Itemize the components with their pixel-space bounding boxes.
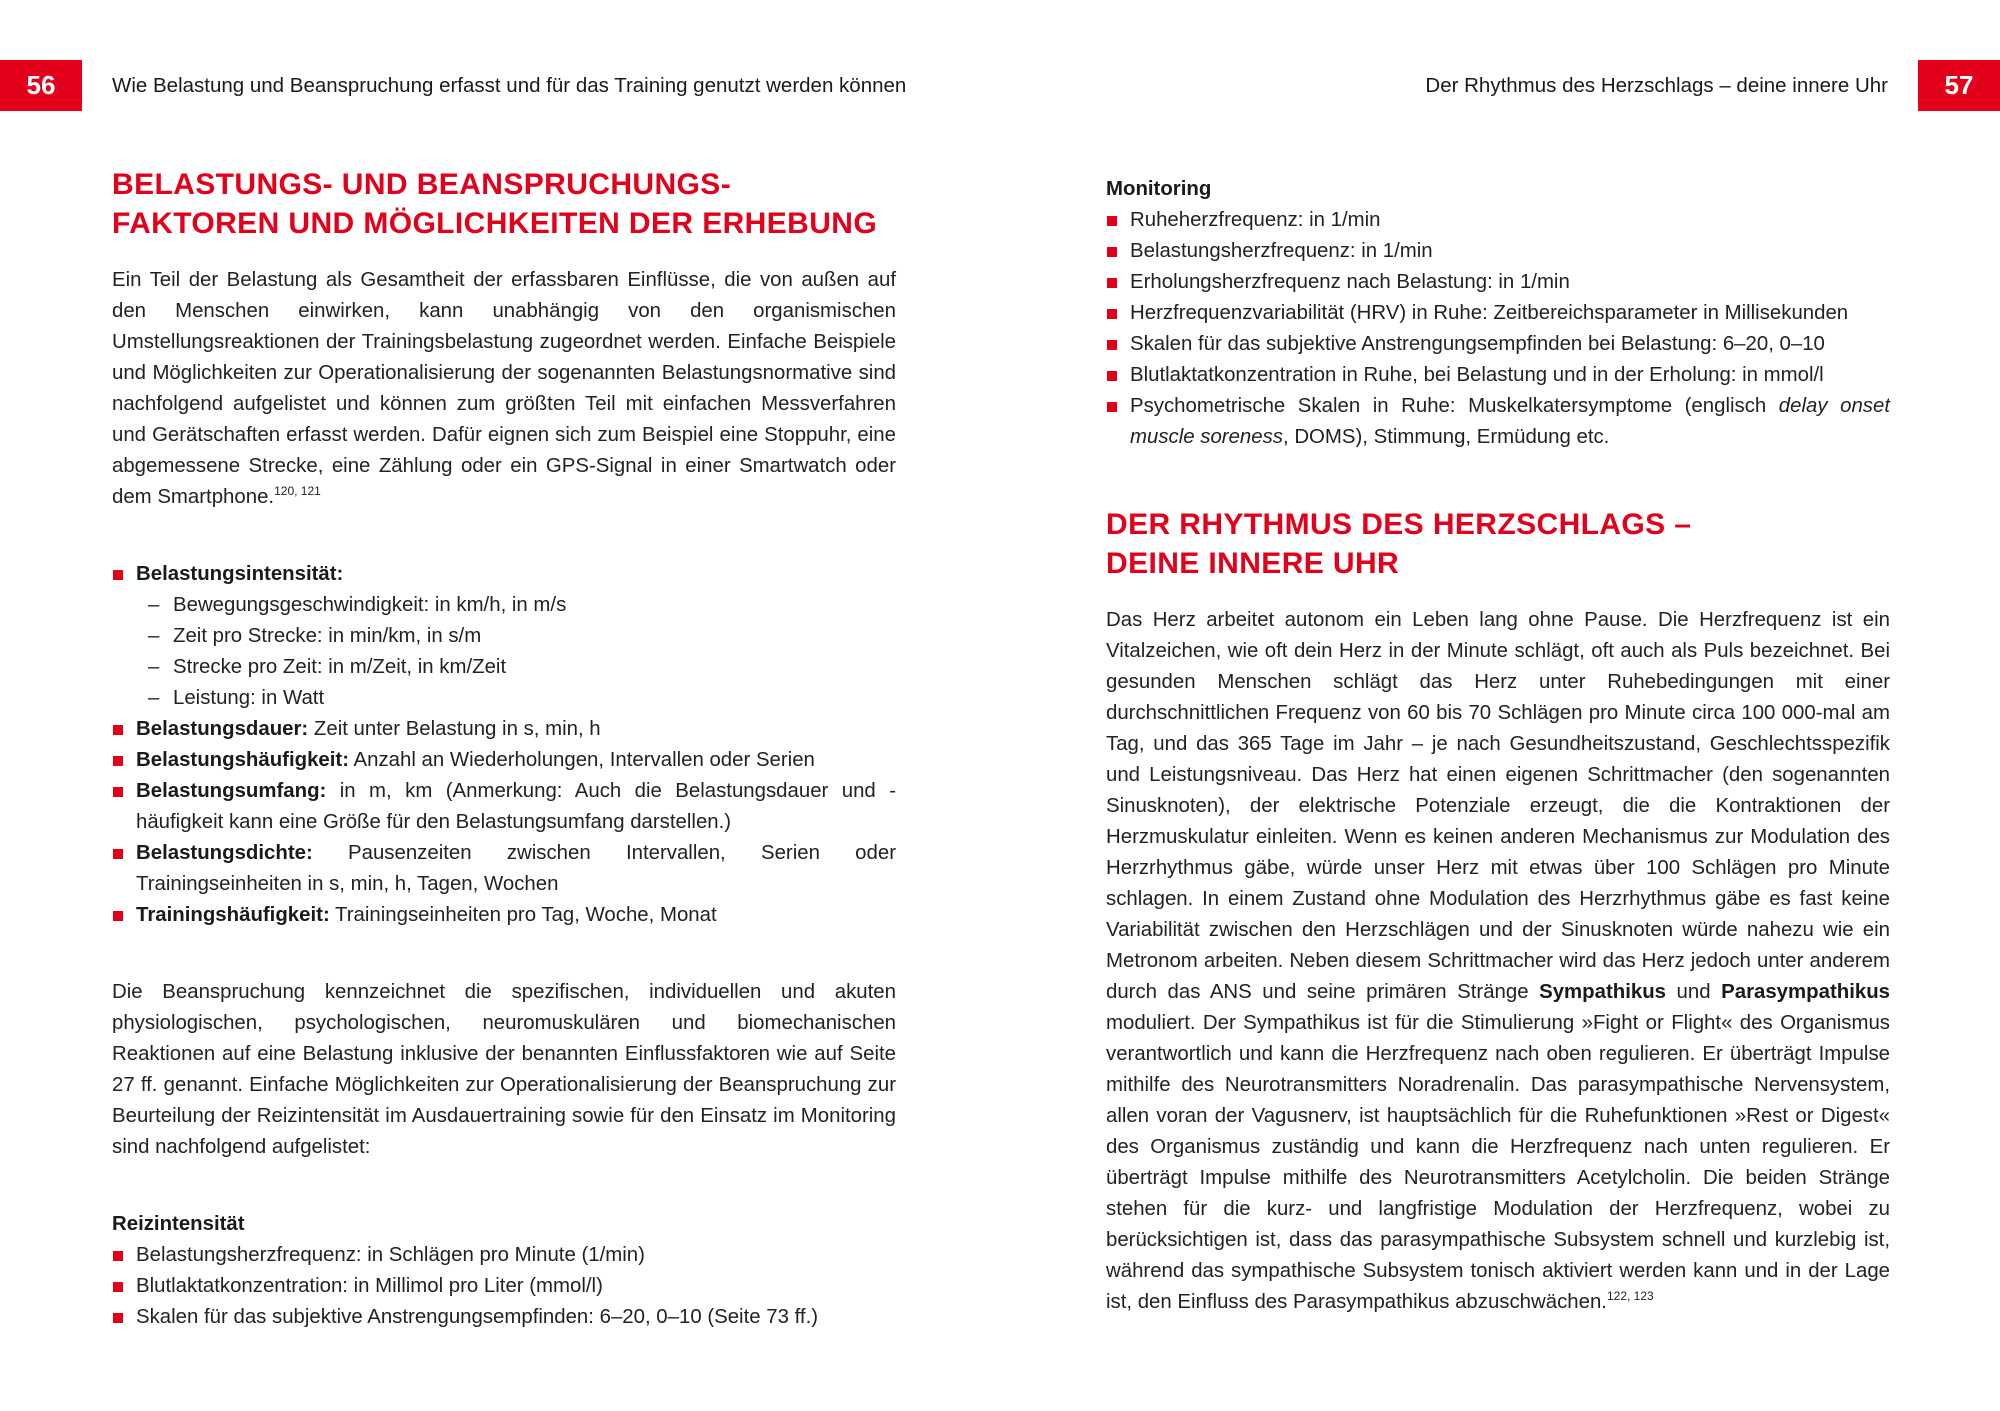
right-page-column xyxy=(1106,174,1890,1318)
running-title-right: Der Rhythmus des Herzschlags – deine innere Uhr xyxy=(1425,74,1888,97)
page-number-left: 56 xyxy=(0,60,82,111)
herz-body-paragraph: Das Herz arbeitet autonom ein Leben lang ohne Pause. Die Herzfrequenz ist ein Vitalzeichen, wie oft dein Herz in der Minute schlägt, oft auch als Puls bezeichnet. Bei gesunden Menschen schlägt das Herz unter Ruhebedingungen mit einer durchschnittlichen Frequenz von 60 bis 70 Schlägen pro Minute circa 100 000-mal am Tag, und das 365 Tage im Jahr – je nach Gesundheitszustand, Geschlechtsspezifik und Leistungsniveau. Das Herz hat einen eigenen Schrittmacher (den sogenannten Sinusknoten), der elektrische Potenziale erzeugt, die die Kontraktionen der Herzmuskulatur einleiten. Wenn es keinen anderen Mechanismus zur Modulation des Herzrhythmus gäbe, würde unser Herz mit etwas über 100 Schlägen pro Minute schlagen. In einem Zustand ohne Modulation des Herzrhythmus gäbe es fast keine Variabilität zwischen den Herzschlägen und der Sinusknoten würde nahezu wie ein Metronom arbeiten. Neben diesem Schrittmacher wird das Herz jedoch unter anderem durch das ANS und seine primären Stränge Sympathikus und Parasympathikus moduliert. Der Sympathikus ist für die Stimulierung »Fight or Flight« des Organismus verantwortlich und kann die Herzfrequenz nach oben regulieren. Er überträgt Impulse mithilfe des Neurotransmitters Noradrenalin. Das parasympathische Nervensystem, allen voran der Vagusnerv, ist hauptsächlich für die Ruhefunktionen »Rest or Digest« des Organismus zuständig und kann die Herzfrequenz nach unten regulieren. Er überträgt Impulse mithilfe des Neurotransmitters Acetylcholin. Die beiden Stränge stehen für die kurz- und langfristige Modulation der Herzfrequenz, wobei zu berücksichtigen ist, dass das parasympathische Subsystem schnell und kurzlebig ist, während das sympathische Subsystem tonisch aktiviert werden kann und in der Lage ist, den Einfluss des Parasympathikus abzuschwächen.$^{122, 123}$ xyxy=(1106,609,1890,1313)
list-item: Ruheherzfrequenz: in 1/min xyxy=(1106,205,1890,236)
list-item: Belastungsdichte: Pausenzeiten zwischen Intervallen, Serien oder Trainingseinheiten in s, min, h, Tagen, Wochen xyxy=(112,838,896,900)
intensity-sublist xyxy=(136,590,896,714)
running-title-left: Wie Belastung und Beanspruchung erfasst und für das Training genutzt werden können xyxy=(112,74,907,97)
list-item: Belastungsdauer: Zeit unter Belastung in s, min, h xyxy=(112,714,896,745)
footnote-refs: 120, 121 xyxy=(274,484,321,499)
list-item: Erholungsherzfrequenz nach Belastung: in 1/min xyxy=(1106,267,1890,298)
section-heading-belastung xyxy=(112,165,896,243)
heading-line: FAKTOREN UND MÖGLICHKEITEN DER ERHEBUNG xyxy=(112,207,878,240)
list-item: Psychometrische Skalen in Ruhe: Muskelkatersymptome (englisch delay onset muscle soreness, DOMS), Stimmung, Ermüdung etc. xyxy=(1106,391,1890,453)
list-item: Blutlaktatkonzentration: in Millimol pro Liter (mmol/l) xyxy=(112,1271,896,1302)
reizintensitaet-heading: Reizintensität xyxy=(112,1213,245,1235)
sublist-item: – Leistung: in Watt xyxy=(148,683,896,714)
list-item: Belastungsumfang: in m, km (Anmerkung: Auch die Belastungsdauer und -häufigkeit kann eine Größe für den Belastungsumfang darstellen.) xyxy=(112,776,896,838)
list-item: Herzfrequenzvariabilität (HRV) in Ruhe: Zeitbereichsparameter in Millisekunden xyxy=(1106,298,1890,329)
footnote-refs: 122, 123 xyxy=(1606,1289,1654,1304)
list-item: Blutlaktatkonzentration in Ruhe, bei Belastung und in der Erholung: in mmol/l xyxy=(1106,360,1890,391)
list-item: Trainingshäufigkeit: Trainingseinheiten pro Tag, Woche, Monat xyxy=(112,900,896,931)
monitoring-heading: Monitoring xyxy=(1106,178,1212,200)
sublist-item: – Zeit pro Strecke: in min/km, in s/m xyxy=(148,621,896,652)
list-item: Belastungsherzfrequenz: in 1/min xyxy=(1106,236,1890,267)
heading-line: DER RHYTHMUS DES HERZSCHLAGS – xyxy=(1106,508,1692,541)
reizintensitaet-list xyxy=(112,1240,896,1333)
list-item: Belastungshäufigkeit: Anzahl an Wiederholungen, Intervallen oder Serien xyxy=(112,745,896,776)
left-page-column xyxy=(112,165,896,1333)
load-factors-list xyxy=(112,559,896,931)
beanspruchung-paragraph: Die Beanspruchung kennzeichnet die spezifischen, individuellen und akuten physiologischen, psychologischen, neuromuskulären und biomechanischen Reaktionen auf eine Belastung inklusive der benannten Einflussfaktoren wie auf Seite 27 ff. genannt. Einfache Möglichkeiten zur Operationalisierung der Beanspruchung zur Beurteilung der Reizintensität im Ausdauertraining sowie für den Einsatz im Monitoring sind nachfolgend aufgelistet: xyxy=(112,981,896,1158)
heading-line: BELASTUNGS- UND BEANSPRUCHUNGS- xyxy=(112,168,732,201)
sublist-item: – Bewegungsgeschwindigkeit: in km/h, in m/s xyxy=(148,590,896,621)
section-heading-herzschlag xyxy=(1106,505,1890,583)
list-item: Belastungsherzfrequenz: in Schlägen pro Minute (1/min) xyxy=(112,1240,896,1271)
list-item: Skalen für das subjektive Anstrengungsempfinden bei Belastung: 6–20, 0–10 xyxy=(1106,329,1890,360)
page-number-right: 57 xyxy=(1918,60,2000,111)
list-item: Skalen für das subjektive Anstrengungsempfinden: 6–20, 0–10 (Seite 73 ff.) xyxy=(112,1302,896,1333)
list-item: Belastungsintensität: – Bewegungsgeschwindigkeit: in km/h, in m/s – Zeit pro Strecke: in min/km, in s/m – Strecke pro Zeit: in m/Zeit, in km/Zeit – Leistung: in Watt xyxy=(112,559,896,714)
heading-line: DEINE INNERE UHR xyxy=(1106,547,1400,580)
monitoring-list xyxy=(1106,205,1890,453)
intro-paragraph: Ein Teil der Belastung als Gesamtheit der erfassbaren Einflüsse, die von außen auf den Menschen einwirken, kann unabhängig von den organismischen Umstellungsreaktionen der Trainingsbelastung zugeordnet werden. Einfache Beispiele und Möglichkeiten zur Operationalisierung der sogenannten Belastungsnormative sind nachfolgend aufgelistet und können zum größten Teil mit einfachen Messverfahren und Gerätschaften erfasst werden. Dafür eignen sich zum Beispiel eine Stoppuhr, eine abgemessene Strecke, eine Zählung oder ein GPS-Signal in einer Smartwatch oder dem Smartphone.$^{120, 121}$ xyxy=(112,269,896,508)
sublist-item: – Strecke pro Zeit: in m/Zeit, in km/Zeit xyxy=(148,652,896,683)
